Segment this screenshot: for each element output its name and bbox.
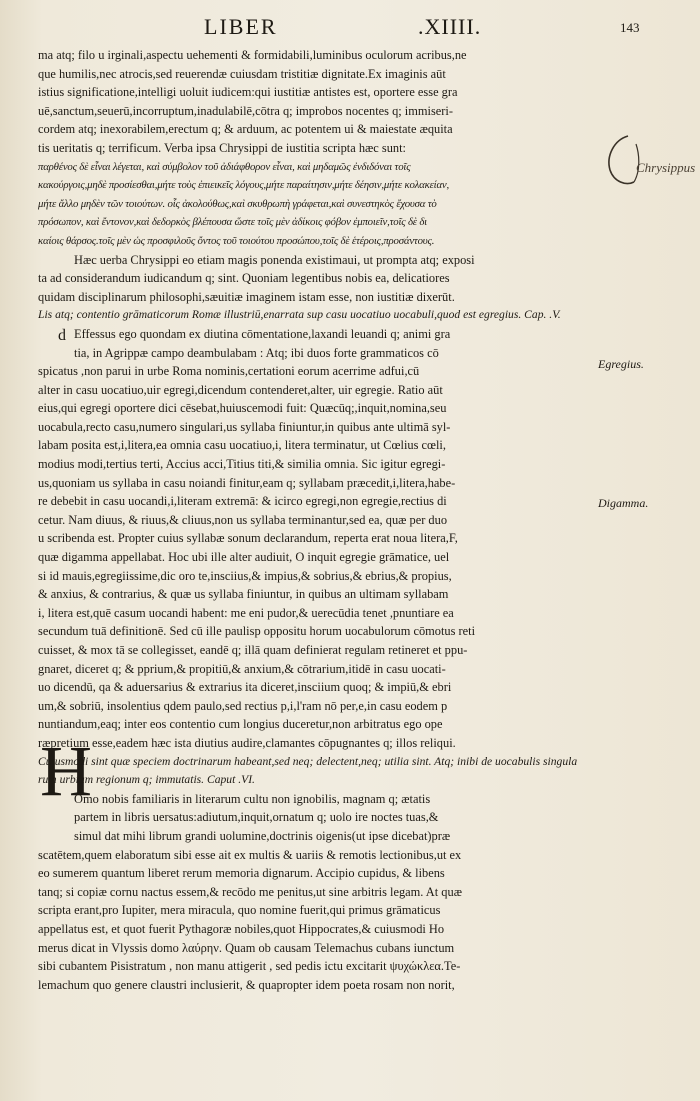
text-line: uē,sanctum,seuerū,incorruptum,inadulabilē,cōtra q; improbos nocentes q; immiseri- [38, 103, 453, 118]
text-line: tis ueritatis q; terrificum. Verba ipsa Chrysippi de iustitia scripta hæc sunt: [38, 140, 406, 155]
text-line: secundum tuā definitionē. Sed cū ille paulisp oppositu horum uocabulorum cōmotus reti [38, 624, 476, 639]
text-line: si id mauis,egregiissime,dic oro te,insciius,& impius,& sobrius,& ebrius,& propius, [38, 568, 452, 583]
text-line: sibi cubantem Pisistratum , non manu attigerit , sed pedis ictu excitarit ψυχώκλεα.Te- [38, 959, 461, 974]
folio-number: 143 [620, 20, 640, 35]
chapter-heading: Lis atq; contentio grāmaticorum Romæ illustriū,enarrata sup casu uocatiuo uocabuli,quod est egregius. Cap. .V. [38, 308, 561, 322]
text-line: lemachum quo genere claustri inclusierit, & quapropter idem poeta rosam non norit, [38, 977, 455, 992]
text-line: spicatus ,non parui in urbe Roma nominis,certationi eorum acerrime adfui,cū [38, 364, 420, 379]
main-text [38, 46, 593, 994]
text-line: labam posita est,i,litera,ea omnia casu uocatiuo,i, litera terminatur, ut Cœlius cœli, [38, 438, 446, 453]
text-line: alter in casu uocatiuo,uir egregi,dicendum contenderet,alter, uir egregie. Ratio aūt [38, 382, 443, 397]
greek-line: μήτε ἄλλο μηδὲν τῶν τοιούτων. οἷς ἀκολούθως,καὶ σκυθρωπὴ γράφεται,καὶ συνεστηκὸς ἔχουσα τὸ [38, 197, 437, 210]
margin-note-digamma: Digamma. [598, 496, 649, 510]
chapter-heading: Cuiusmodi sint quæ speciem doctrinarum habeant,sed neq; delectent,neq; utilia sint. Atq; inibi de uocabulis singula [38, 754, 578, 768]
book-number: .XIIII. [418, 14, 482, 39]
initial-letter-d: d [58, 327, 66, 344]
text-line: um,& sobriū, insolentius qdem paulo,sed rectius p,i,l'ram nō per,e,in casu eodem p [38, 698, 448, 713]
text-line: i, litera est,quē casum uocandi habent: me eni pudor,& uerecūdia tenet ,pnuntiare ea [38, 605, 454, 620]
margin-note-egregius: Egregius. [598, 357, 644, 371]
running-title: LIBER [204, 14, 278, 39]
text-line: merus dicat in Vlyssis domo λαύρην. Quam ob causam Telemachus cubans iunctum [38, 940, 455, 955]
text-line: re debebit in casu uocandi,i,literam extremā: & icirco egregi,non egregie,rectius di [38, 494, 447, 509]
text-line: quidam disciplinarum philosophi,sæuitiæ imaginem istam esse, non iustitiæ dixerūt. [38, 289, 455, 304]
text-line: quæ digamma appellabat. Hoc ubi ille alter audiuit, O inquit egregie grāmatice, uel [38, 550, 450, 565]
text-line: cetur. Nam diuus, & riuus,& cliuus,non us syllaba terminantur,sed ea, quæ per duo [38, 512, 448, 527]
greek-line: πρόσωπον, καὶ ἔντονον,καὶ δεδορκὸς βλέπουσα ὥστε τοῖς μὲν ἀδίκοις φόβον ἐμποιεῖν,τοῖς δὲ δι [38, 216, 427, 229]
text-line: cordem atq; inexorabilem,erectum q; & arduum, ac potentem ui & maiestate æquita [38, 122, 453, 137]
text-line: ta ad considerandum iudicandum q; sint. Quoniam legentibus nobis ea, delicatiores [38, 271, 450, 286]
text-line: eo sumerem quantum liberet rerum memoria dignarum. Accipio cupidus, & libens [38, 866, 445, 881]
text-line: Effessus ego quondam ex diutina cōmentatione,laxandi leuandi q; animi gra [74, 326, 451, 341]
text-line: Omo nobis familiaris in literarum cultu non ignobilis, magnam q; ætatis [74, 791, 431, 806]
text-line: u scribenda est. Propter cuius syllabæ sonum declarandum, reperta erat noua litera,F, [38, 531, 458, 546]
text-line: simul dat mihi librum grandi uolumine,doctrinis oigenis(ut ipse dicebat)præ [74, 828, 451, 843]
text-line: uo dicendū, qa & aduersarius & extrarius ita diceret,insciium quoq; & impiū,& ebri [38, 680, 452, 695]
text-line: scatētem,quem elaboratum sibi esse ait ex multis & uariis & remotis lectionibus,ut ex [38, 847, 462, 862]
text-line: que humilis,nec atrocis,sed reuerendæ cuiusdam tristitiæ dignitate.Ex imaginis aūt [38, 66, 446, 81]
greek-line: παρθένος δὲ εἶναι λέγεται, καὶ σύμβολον τοῦ ἀδιάφθορον εἶναι, καὶ μηδαμῶς ἐνδιδόναι τοῖς [38, 160, 411, 173]
text-line: cuisset, & mox tā se collegisset, eandē q; illā quam definierat regulam retineret et ppu- [38, 643, 468, 657]
handwritten-margin-note [600, 126, 700, 196]
text-line: & anxius, & contrarius, & quæ us syllaba finiuntur, in quibus an ultimam syllabam [38, 587, 449, 602]
drop-cap-h: H [40, 731, 92, 811]
hand-note-text: Chrysippus [636, 160, 696, 175]
text-line: partem in libris uersatus:adiutum,inquit,ornatum q; uolo ire noctes tuas,& [74, 810, 439, 825]
text-line: appellatus est, et quot fuerit Pythagoræ nobiles,quot Hippocrates,& cuiusmodi Ho [38, 921, 445, 936]
text-line: gnaret, diceret q; & pprium,& propitiū,& anxium,& cōtrarium,itidē in casu uocati- [38, 661, 446, 676]
text-line: Hæc uerba Chrysippi eo etiam magis ponenda existimaui, ut prompta atq; exposi [74, 252, 475, 267]
greek-line: καίοις θάρσος.τοῖς μὲν ὡς προσφιλοῦς ὄντος τοῦ τοιούτου προσώπου,τοῖς δὲ ἑτέροις,προσάντους. [38, 234, 435, 247]
text-line: eius,qui egregi oportere dici cēsebat,huiuscemodi fuit: Quæcūq;,inquit,nomina,seu [38, 401, 447, 416]
chapter-heading: rum urbium regionum q; immutatis. Caput .VI. [38, 773, 255, 787]
text-line: ma atq; filo u irginali,aspectu uehementi & formidabili,luminibus oculorum acribus,ne [38, 48, 467, 62]
text-line: nuntiandum,eaq; inter eos contentio cum longius duceretur,non arbitratus ego ope [38, 717, 443, 732]
text-line: ræpretium esse,eadem hæc ista diutius audire,clamantes cōpugnantes q; illos reliqui. [38, 735, 456, 750]
greek-line: κακούργοις,μηδὲ προσίεσθαι,μήτε τοὺς ἐπιεικεῖς λόγους,μήτε παραίτησιν,μήτε δέησιν,μήτε κολακείαν, [38, 179, 450, 192]
text-line: tanq; si copiæ cornu nactus essem,& recōdo me penitus,ut sine arbitris legam. At quæ [38, 884, 462, 899]
text-line: uocabula,recto casu,numero singulari,us syllaba finiuntur,in quibus ante ultimā syl- [38, 419, 451, 434]
text-line: us,quoniam us syllaba in casu noiandi finitur,eam q; syllabam præcedit,i,litera,habe- [38, 475, 456, 490]
text-line: modius modi,tertius terti, Accius acci,Titius titi,& similia omnia. Sic igitur egregi- [38, 457, 446, 472]
running-header [0, 14, 700, 44]
text-line: scripta erant,pro Iupiter, mera miracula, quo nomine fuerit,qui primus grāmaticus [38, 903, 441, 918]
text-line: istius significatione,intelligi uoluit iudicem:qui iustitiæ antistes est, oportere esse gra [38, 85, 458, 100]
text-line: tia, in Agrippæ campo deambulabam : Atq; ibi duos forte grammaticos cō [74, 345, 439, 360]
